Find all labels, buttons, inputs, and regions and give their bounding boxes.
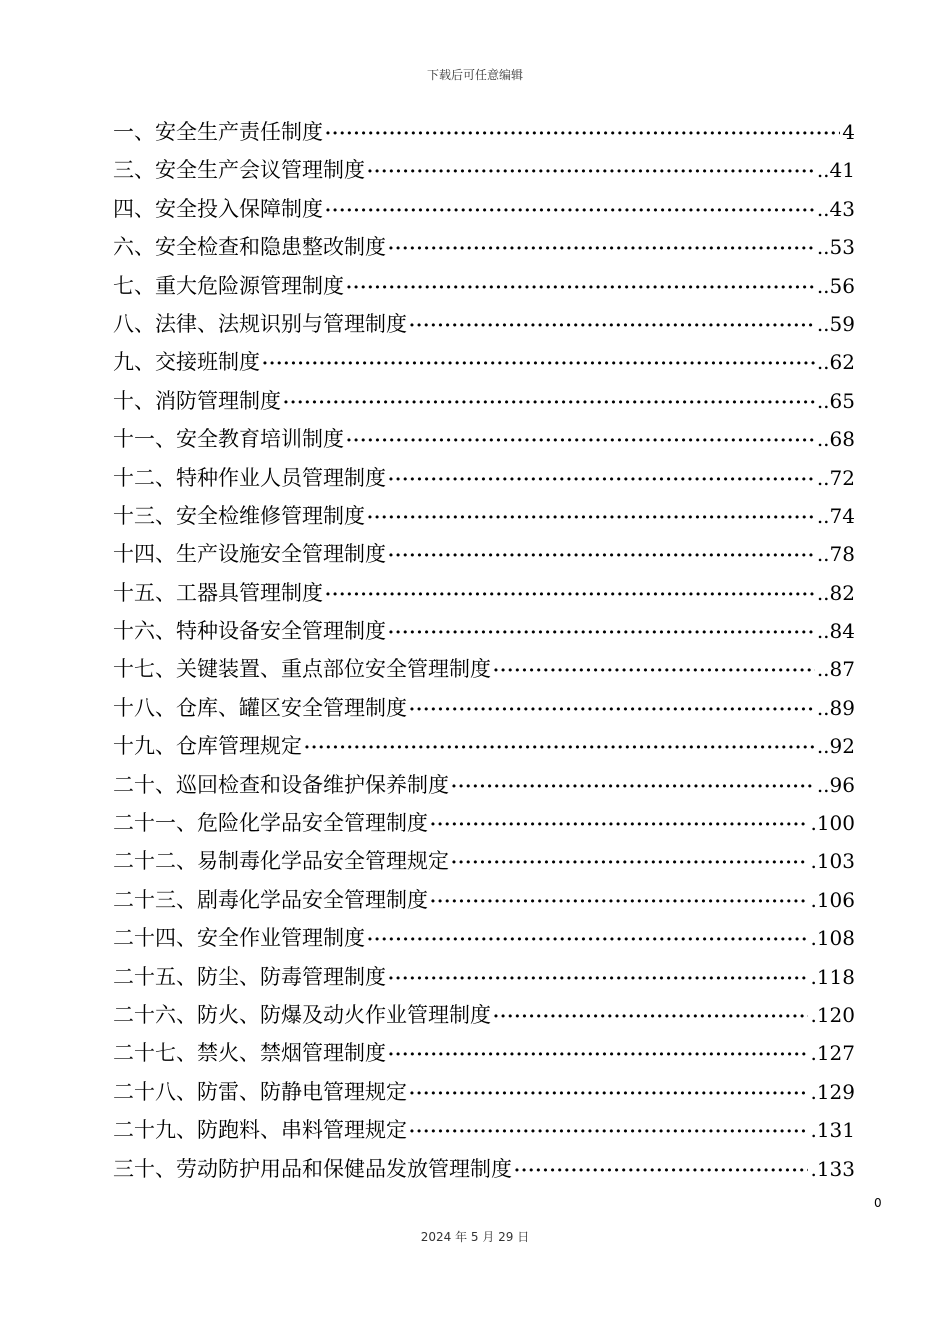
toc-entry-title: 二十一、危险化学品安全管理制度 [113, 811, 428, 836]
toc-entry-title: 一、安全生产责任制度 [113, 120, 323, 144]
toc-leader-dots [367, 153, 815, 191]
toc-entry-page: ..74 [816, 503, 855, 528]
toc-leader-dots [514, 1152, 808, 1190]
toc-entry[interactable] [113, 343, 855, 381]
toc-entry-page: ..62 [816, 350, 855, 375]
toc-entry-page: ..82 [816, 580, 855, 605]
toc-leader-dots [388, 537, 815, 575]
toc-entry[interactable] [113, 420, 855, 458]
toc-entry[interactable] [113, 497, 855, 535]
toc-entry-title: 三十、劳动防护用品和保健品发放管理制度 [113, 1156, 512, 1181]
toc-entry-title: 二十、巡回检查和设备维护保养制度 [113, 772, 449, 797]
toc-entry[interactable] [113, 1034, 855, 1072]
toc-leader-dots [262, 345, 815, 383]
toc-entry[interactable] [113, 267, 855, 305]
toc-entry[interactable] [113, 535, 855, 573]
toc-entry-title: 十七、关键装置、重点部位安全管理制度 [113, 657, 491, 682]
toc-entry[interactable] [113, 804, 855, 842]
toc-entry[interactable] [113, 228, 855, 266]
toc-entry-title: 三、安全生产会议管理制度 [113, 158, 365, 183]
toc-entry[interactable] [113, 612, 855, 650]
toc-entry-title: 十六、特种设备安全管理制度 [113, 619, 386, 644]
toc-entry-page: .127 [810, 1041, 855, 1066]
toc-entry-title: 八、法律、法规识别与管理制度 [113, 311, 407, 336]
toc-leader-dots [346, 422, 815, 460]
toc-entry-title: 十三、安全检维修管理制度 [113, 503, 365, 528]
toc-leader-dots [346, 269, 815, 307]
toc-entry-title: 十、消防管理制度 [113, 388, 281, 413]
toc-entry-page: ..84 [816, 619, 855, 644]
toc-leader-dots [409, 1113, 808, 1151]
toc-leader-dots [304, 729, 815, 767]
toc-entry[interactable] [113, 727, 855, 765]
toc-leader-dots [430, 883, 808, 921]
toc-entry-page: .106 [810, 887, 855, 912]
toc-entry-page: ..59 [816, 311, 855, 336]
toc-leader-dots [430, 806, 808, 844]
toc-entry[interactable] [113, 382, 855, 420]
toc-entry-page: ..53 [816, 235, 855, 260]
page-number: 0 [874, 1196, 882, 1210]
toc-leader-dots [325, 192, 815, 230]
toc-entry-page: ..78 [816, 542, 855, 567]
toc-entry-title: 二十二、易制毒化学品安全管理规定 [113, 849, 449, 874]
toc-entry[interactable] [113, 996, 855, 1034]
toc-entry-page: ..96 [816, 772, 855, 797]
toc-entry-page: 4 [842, 120, 855, 144]
toc-entry-title: 六、安全检查和隐患整改制度 [113, 235, 386, 260]
toc-entry-title: 二十九、防跑料、串料管理规定 [113, 1118, 407, 1143]
toc-leader-dots [409, 307, 815, 345]
toc-entry[interactable] [113, 574, 855, 612]
toc-entry-page: .120 [810, 1002, 855, 1027]
toc-entry[interactable] [113, 689, 855, 727]
toc-entry[interactable] [113, 958, 855, 996]
toc-entry-page: .108 [810, 926, 855, 951]
toc-entry-title: 二十七、禁火、禁烟管理制度 [113, 1041, 386, 1066]
toc-leader-dots [451, 844, 808, 882]
toc-entry-title: 十八、仓库、罐区安全管理制度 [113, 695, 407, 720]
toc-entry-page: ..56 [816, 273, 855, 298]
toc-entry-title: 十四、生产设施安全管理制度 [113, 542, 386, 567]
footer-date: 2024 年 5 月 29 日 [420, 1230, 530, 1244]
toc-entry[interactable] [113, 305, 855, 343]
toc-entry-title: 十一、安全教育培训制度 [113, 427, 344, 452]
toc-entry-page: ..89 [816, 695, 855, 720]
toc-entry-page: .131 [810, 1118, 855, 1143]
toc-entry-title: 二十六、防火、防爆及动火作业管理制度 [113, 1002, 491, 1027]
toc-entry[interactable] [113, 1150, 855, 1188]
toc-entry-page: ..43 [816, 196, 855, 221]
toc-entry-title: 十九、仓库管理规定 [113, 734, 302, 759]
toc-entry[interactable] [113, 1073, 855, 1111]
toc-leader-dots [367, 499, 815, 537]
toc-entry-title: 二十五、防尘、防毒管理制度 [113, 964, 386, 989]
toc-entry[interactable] [113, 190, 855, 228]
toc-entry-title: 七、重大危险源管理制度 [113, 273, 344, 298]
toc-entry-title: 九、交接班制度 [113, 350, 260, 375]
toc-entry-page: .103 [810, 849, 855, 874]
toc-entry-page: .129 [810, 1079, 855, 1104]
toc-leader-dots [409, 1075, 808, 1113]
toc-entry-title: 二十三、剧毒化学品安全管理制度 [113, 887, 428, 912]
toc-leader-dots [388, 960, 808, 998]
toc-leader-dots [325, 576, 815, 614]
toc-entry[interactable] [113, 113, 855, 151]
toc-entry-title: 四、安全投入保障制度 [113, 196, 323, 221]
toc-entry-title: 二十八、防雷、防静电管理规定 [113, 1079, 407, 1104]
toc-entry-page: ..87 [816, 657, 855, 682]
toc-entry-page: .100 [810, 811, 855, 836]
toc-entry[interactable] [113, 650, 855, 688]
toc-leader-dots [388, 614, 815, 652]
toc-leader-dots [493, 652, 815, 690]
toc-entry[interactable] [113, 151, 855, 189]
toc-leader-dots [283, 384, 815, 422]
toc-leader-dots [325, 115, 840, 153]
toc-entry-page: ..68 [816, 427, 855, 452]
toc-entry[interactable] [113, 881, 855, 919]
toc-entry-page: .133 [810, 1156, 855, 1181]
toc-entry[interactable] [113, 459, 855, 497]
toc-leader-dots [367, 921, 808, 959]
toc-entry-page: ..72 [816, 465, 855, 490]
toc-entry-page: .118 [810, 964, 855, 989]
toc-entry[interactable] [113, 919, 855, 957]
toc-entry[interactable] [113, 842, 855, 880]
toc-entry-title: 十二、特种作业人员管理制度 [113, 465, 386, 490]
toc-entry-page: ..65 [816, 388, 855, 413]
toc-entry-title: 二十四、安全作业管理制度 [113, 926, 365, 951]
toc-entry-page: ..92 [816, 734, 855, 759]
toc-entry[interactable] [113, 1111, 855, 1149]
toc-leader-dots [409, 691, 815, 729]
toc-leader-dots [388, 230, 815, 268]
toc-entry-page: ..41 [816, 158, 855, 183]
header-note: 下载后可任意编辑 [426, 68, 523, 82]
toc-entry[interactable] [113, 766, 855, 804]
toc-leader-dots [451, 768, 815, 806]
toc-leader-dots [388, 1036, 808, 1074]
table-of-contents [113, 113, 855, 1188]
toc-entry-title: 十五、工器具管理制度 [113, 580, 323, 605]
toc-leader-dots [493, 998, 808, 1036]
toc-leader-dots [388, 461, 815, 499]
